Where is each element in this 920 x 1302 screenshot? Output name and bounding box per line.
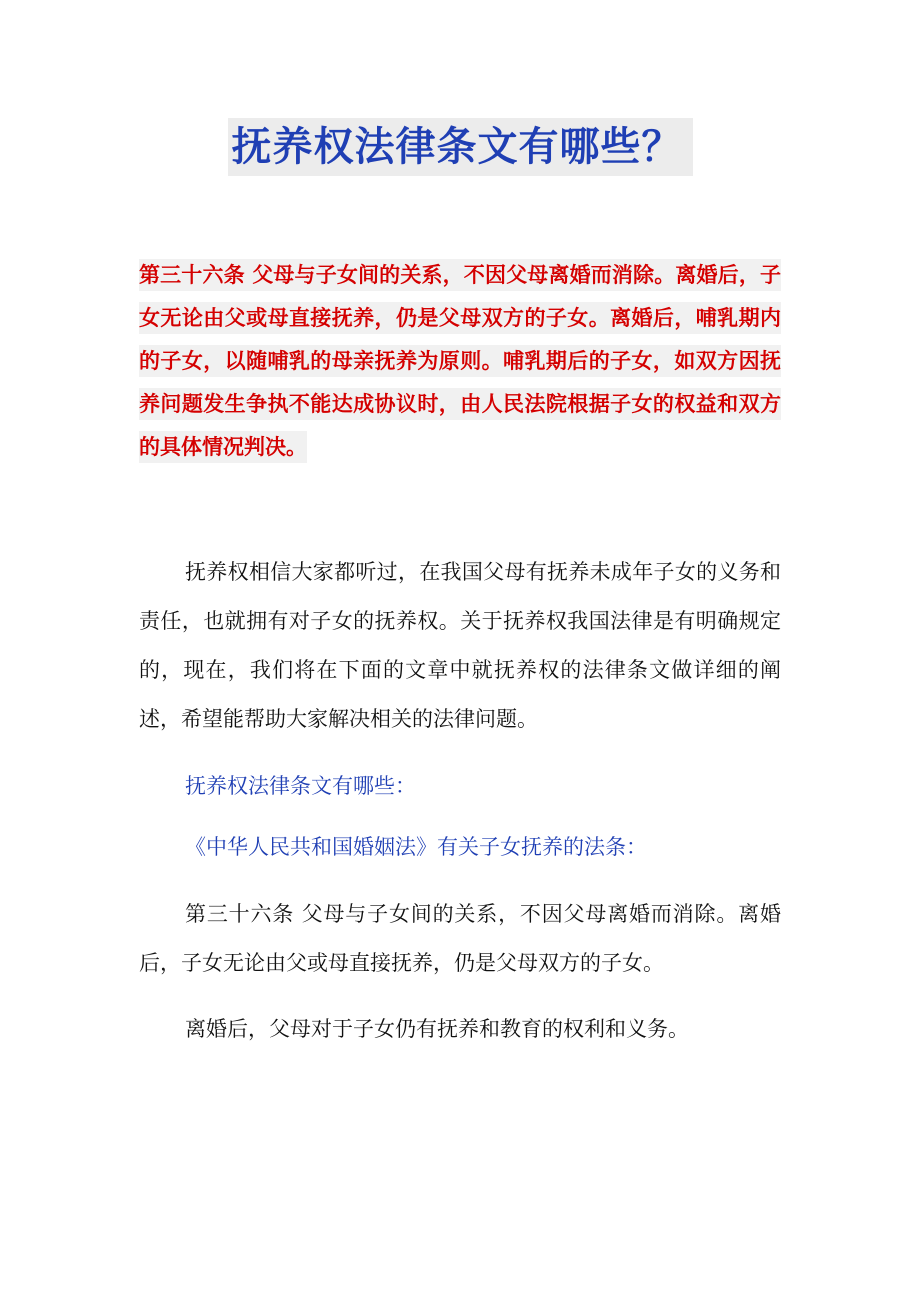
after-divorce-paragraph: 离婚后，父母对于子女仍有抚养和教育的权利和义务。 — [185, 1017, 689, 1041]
article-36-paragraph: 第三十六条 父母与子女间的关系，不因父母离婚而消除。离婚后，子女无论由父或母直接抚养，仍是父母双方的子女。 — [139, 902, 781, 975]
title-container — [0, 118, 920, 176]
section-heading: 抚养权法律条文有哪些： — [185, 774, 416, 798]
highlighted-article-paragraph — [139, 254, 781, 469]
intro-paragraph: 抚养权相信大家都听过，在我国父母有抚养未成年子女的义务和责任，也就拥有对子女的抚养权。关于抚养权我国法律是有明确规定的，现在，我们将在下面的文章中就抚养权的法律条文做详细的阐述，希望能帮助大家解决相关的法律问题。 — [139, 560, 781, 731]
highlighted-article-text: 第三十六条 父母与子女间的关系，不因父母离婚而消除。离婚后，子女无论由父或母直接抚养，仍是父母双方的子女。离婚后，哺乳期内的子女，以随哺乳的母亲抚养为原则。哺乳期后的子女，如双方因抚养问题发生争执不能达成协议时，由人民法院根据子女的权益和双方的具体情况判决。 — [139, 259, 781, 463]
page-title: 抚养权法律条文有哪些？ — [228, 118, 693, 176]
law-heading: 《中华人民共和国婚姻法》有关子女抚养的法条： — [185, 835, 647, 859]
